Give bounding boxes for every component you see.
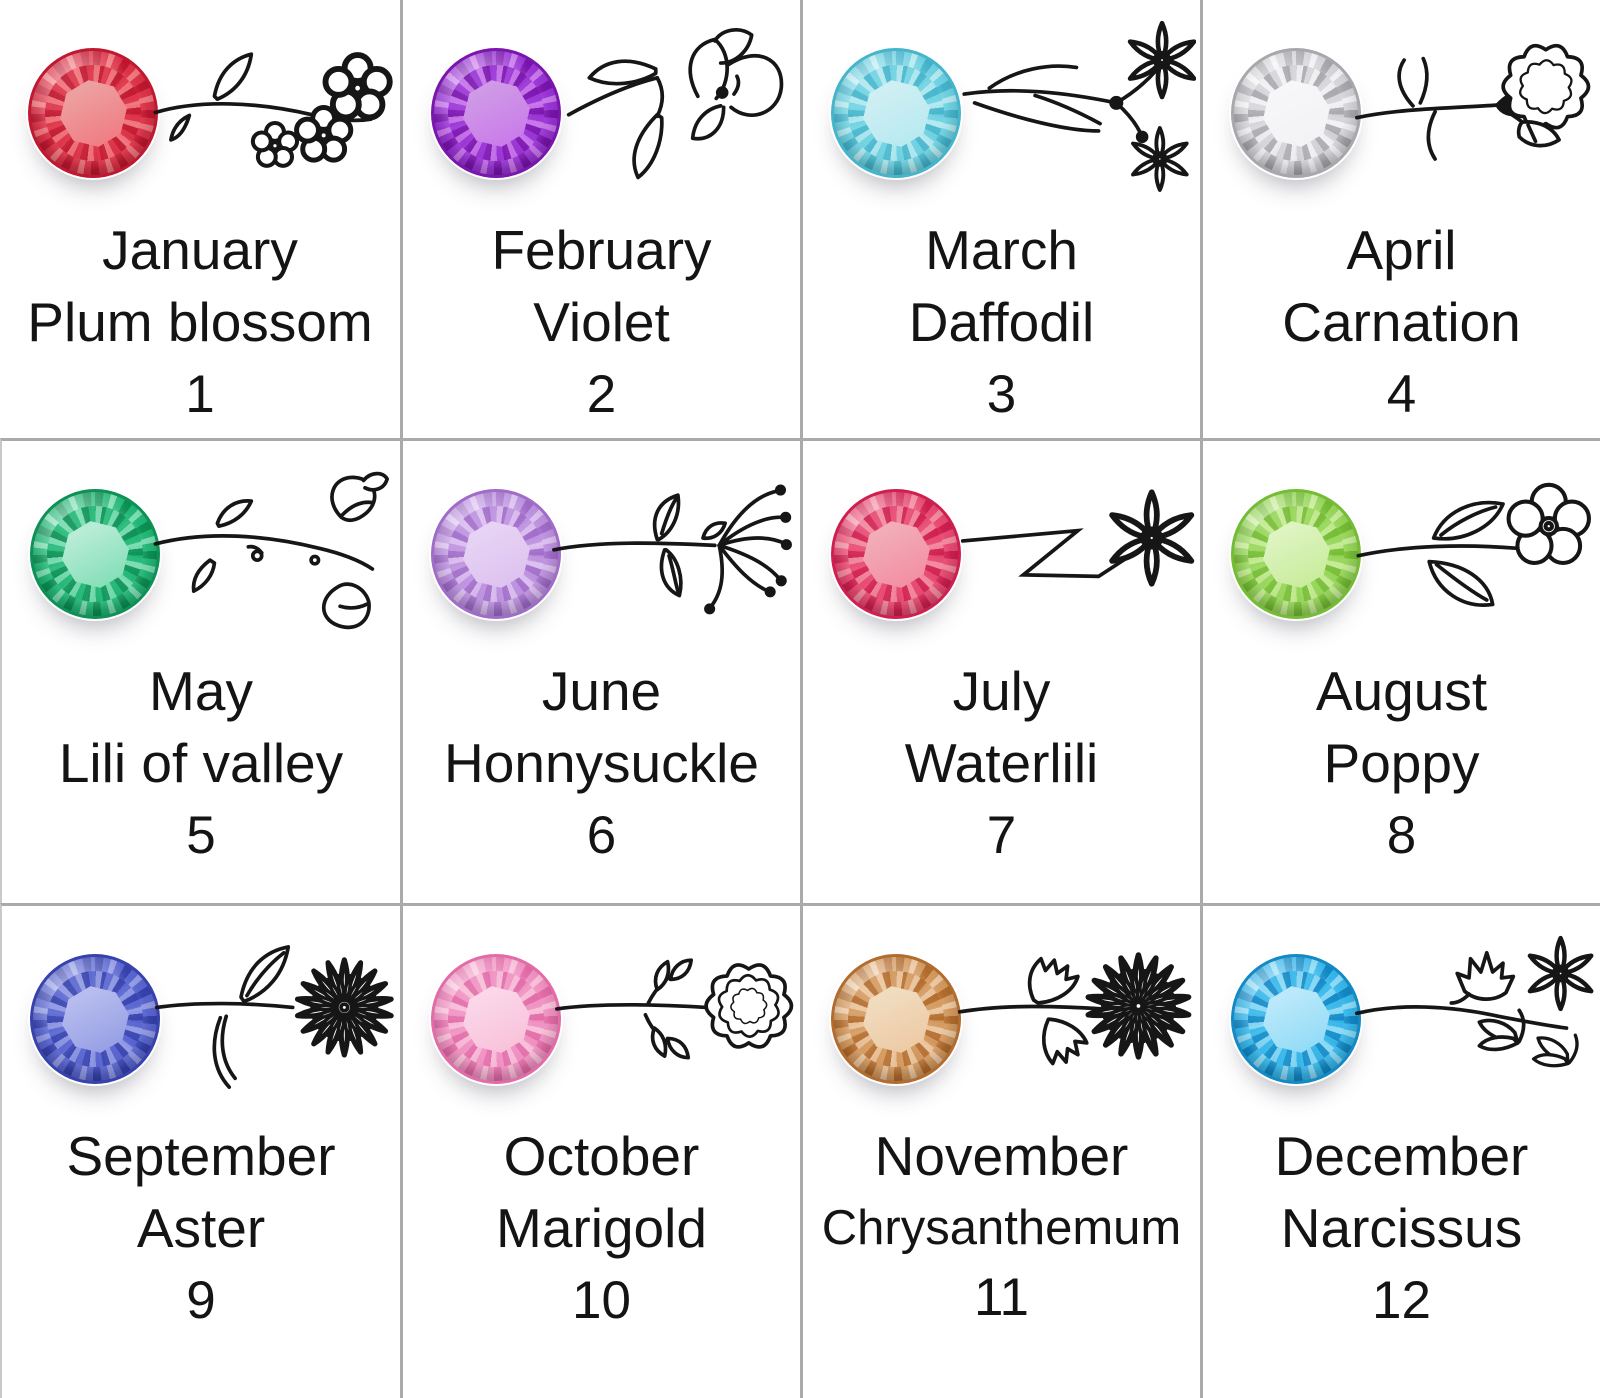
alexandrite-gem-photo <box>429 487 563 621</box>
month-number: 2 <box>586 365 617 424</box>
tourmaline-gem-photo <box>429 952 563 1086</box>
flower-name: Aster <box>136 1197 266 1259</box>
gem-facets <box>30 489 160 619</box>
honeysuckle-flower-icon <box>548 461 796 646</box>
gem-facets <box>831 954 961 1084</box>
marigold-flower-icon <box>548 926 796 1111</box>
gem-facets <box>831 48 961 178</box>
violet-flower-icon <box>548 20 796 205</box>
month-number: 5 <box>186 806 216 865</box>
cell-art <box>803 8 1200 215</box>
month-name: April <box>1346 219 1457 281</box>
month-name: March <box>925 219 1078 281</box>
gem-facets <box>30 954 160 1084</box>
month-number: 3 <box>986 365 1017 424</box>
cell-july <box>800 438 1200 903</box>
cell-january <box>0 0 400 438</box>
plum-blossom-flower-icon <box>148 20 396 205</box>
month-name: December <box>1274 1125 1529 1187</box>
ruby-gem-photo <box>829 487 963 621</box>
month-number: 10 <box>572 1271 631 1330</box>
gem-facets <box>1231 954 1361 1084</box>
month-number: 1 <box>185 365 215 424</box>
cell-art <box>1203 914 1600 1121</box>
emerald-gem-photo <box>28 487 162 621</box>
cell-june <box>400 438 800 903</box>
peridot-gem-photo <box>1229 487 1363 621</box>
diamond-gem-photo <box>1229 46 1363 180</box>
cell-art <box>1203 8 1600 215</box>
cell-may <box>0 438 400 903</box>
narcissus-flower-icon <box>1348 926 1596 1111</box>
cell-art <box>1203 449 1600 656</box>
cell-november <box>800 903 1200 1398</box>
flower-name: Chrysanthemum <box>821 1201 1182 1255</box>
gem-facets <box>431 48 561 178</box>
flower-name: Waterlili <box>904 732 1099 794</box>
flower-name: Plum blossom <box>27 291 373 353</box>
flower-name: Marigold <box>496 1197 707 1259</box>
month-name: January <box>102 219 298 281</box>
month-name: May <box>149 660 253 722</box>
gem-facets <box>431 954 561 1084</box>
flower-name: Poppy <box>1323 732 1480 794</box>
gem-facets <box>431 489 561 619</box>
cell-art <box>803 449 1200 656</box>
cell-art <box>2 449 400 656</box>
gem-facets <box>28 48 158 178</box>
month-number: 9 <box>186 1271 216 1330</box>
month-name: October <box>503 1125 700 1187</box>
flower-name: Daffodil <box>908 291 1095 353</box>
poppy-flower-icon <box>1348 461 1596 646</box>
month-name: November <box>874 1125 1129 1187</box>
cell-september <box>0 903 400 1398</box>
month-number: 12 <box>1372 1271 1431 1330</box>
garnet-gem-photo <box>26 46 160 180</box>
cell-april <box>1200 0 1600 438</box>
month-name: August <box>1315 660 1488 722</box>
cell-art <box>803 914 1200 1121</box>
cell-art <box>403 8 800 215</box>
cell-august <box>1200 438 1600 903</box>
cell-art <box>403 914 800 1121</box>
flower-name: Lili of valley <box>58 732 344 794</box>
sapphire-gem-photo <box>28 952 162 1086</box>
amethyst-gem-photo <box>429 46 563 180</box>
cell-december <box>1200 903 1600 1398</box>
cell-february <box>400 0 800 438</box>
month-number: 11 <box>973 1268 1030 1327</box>
topaz-gem-photo <box>829 952 963 1086</box>
flower-name: Carnation <box>1282 291 1521 353</box>
blue-topaz-gem-photo <box>1229 952 1363 1086</box>
cell-art <box>2 914 400 1121</box>
cell-march <box>800 0 1200 438</box>
month-name: June <box>541 660 662 722</box>
gem-facets <box>1231 48 1361 178</box>
carnation-flower-icon <box>1348 20 1596 205</box>
month-name: September <box>66 1125 336 1187</box>
flower-name: Violet <box>533 291 670 353</box>
gem-facets <box>1231 489 1361 619</box>
month-name: July <box>952 660 1051 722</box>
month-number: 8 <box>1386 806 1417 865</box>
aster-flower-icon <box>148 926 396 1111</box>
month-number: 4 <box>1386 365 1417 424</box>
flower-name: Narcissus <box>1280 1197 1523 1259</box>
month-name: February <box>491 219 712 281</box>
flower-name: Honnysuckle <box>444 732 759 794</box>
cell-art <box>0 8 400 215</box>
month-number: 7 <box>986 806 1017 865</box>
chrysanthemum-flower-icon <box>948 926 1196 1111</box>
cell-art <box>403 449 800 656</box>
aquamarine-gem-photo <box>829 46 963 180</box>
water-lily-flower-icon <box>948 461 1196 646</box>
month-number: 6 <box>586 806 617 865</box>
daffodil-flower-icon <box>948 20 1196 205</box>
cell-october <box>400 903 800 1398</box>
lily-of-the-valley-flower-icon <box>148 461 396 646</box>
gem-facets <box>831 489 961 619</box>
